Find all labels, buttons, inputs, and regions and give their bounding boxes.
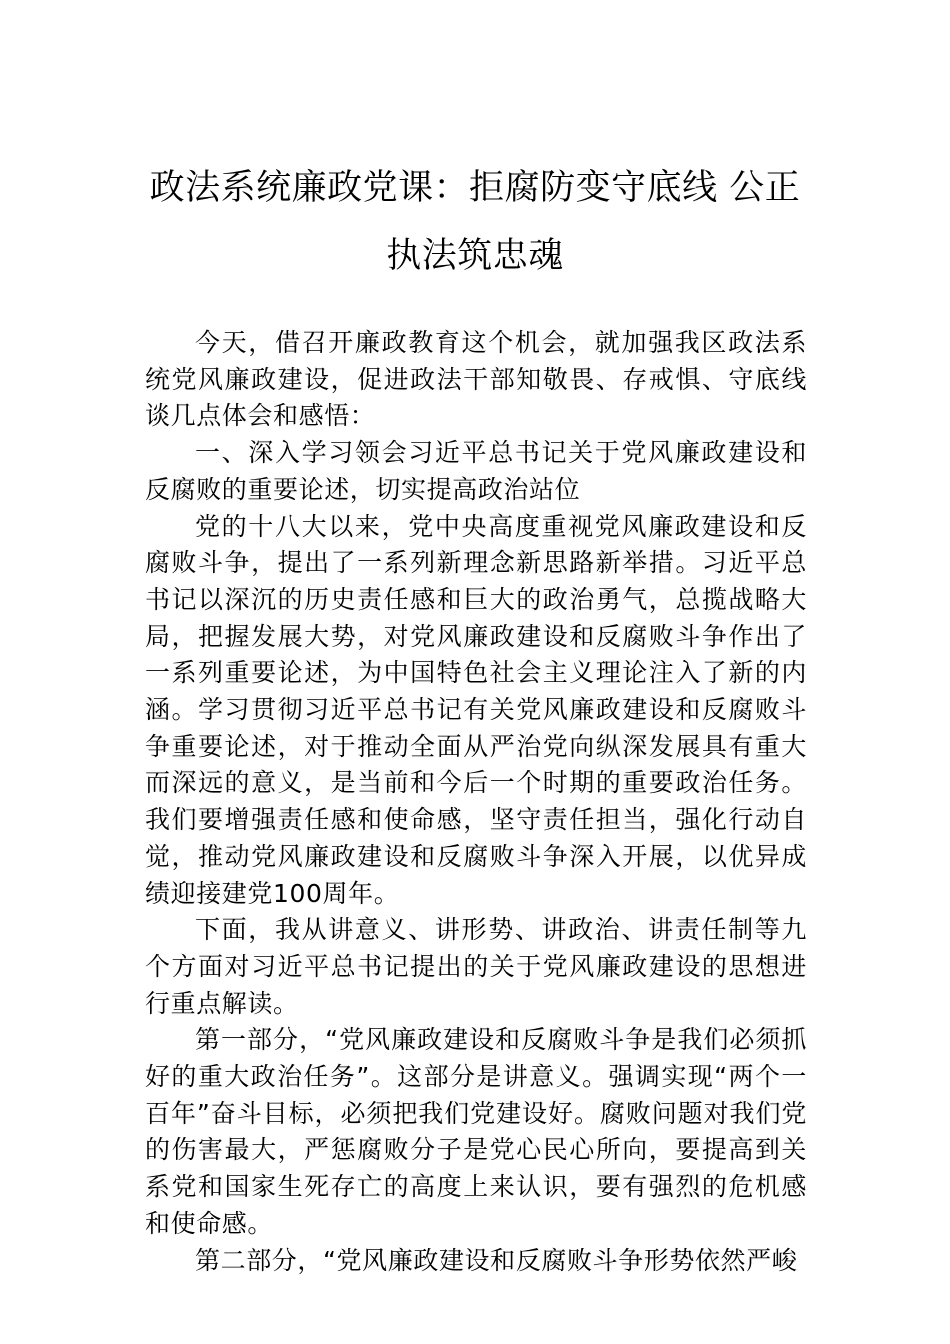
- document-body: [145, 325, 807, 1279]
- paragraph-outline: 下面，我从讲意义、讲形势、讲政治、讲责任制等九个方面对习近平总书记提出的关于党风廉政建设的思想进行重点解读。: [145, 915, 807, 1018]
- paragraph-background: 党的十八大以来，党中央高度重视党风廉政建设和反腐败斗争，提出了一系列新理念新思路新举措。习近平总书记以深沉的历史责任感和巨大的政治勇气，总揽战略大局，把握发展大势，对党风廉政建设和反腐败斗争作出了一系列重要论述，为中国特色社会主义理论注入了新的内涵。学习贯彻习近平总书记有关党风廉政建设和反腐败斗争重要论述，对于推动全面从严治党向纵深发展具有重大而深远的意义，是当前和今后一个时期的重要政治任务。我们要增强责任感和使命感，坚守责任担当，强化行动自觉，推动党风廉政建设和反腐败斗争深入开展，以优异成绩迎接建党100周年。: [145, 511, 807, 908]
- paragraph-part-one: 第一部分，“党风廉政建设和反腐败斗争是我们必须抓好的重大政治任务”。这部分是讲意义。强调实现“两个一百年”奋斗目标，必须把我们党建设好。腐败问题对我们党的伤害最大，严惩腐败分子是党心民心所向，要提高到关系党和国家生死存亡的高度上来认识，要有强烈的危机感和使命感。: [145, 1025, 807, 1238]
- section-heading-1: 一、深入学习领会习近平总书记关于党风廉政建设和反腐败的重要论述，切实提高政治站位: [145, 438, 807, 504]
- paragraph-part-two: 第二部分，“党风廉政建设和反腐败斗争形势依然严峻: [195, 1245, 798, 1275]
- paragraph-intro: 今天，借召开廉政教育这个机会，就加强我区政法系统党风廉政建设，促进政法干部知敬畏、存戒惧、守底线谈几点体会和感悟：: [145, 328, 807, 431]
- document-title-line-1: 政法系统廉政党课：拒腐防变守底线 公正: [149, 168, 801, 208]
- document-title-line-2: 执法筑忠魂: [386, 236, 564, 276]
